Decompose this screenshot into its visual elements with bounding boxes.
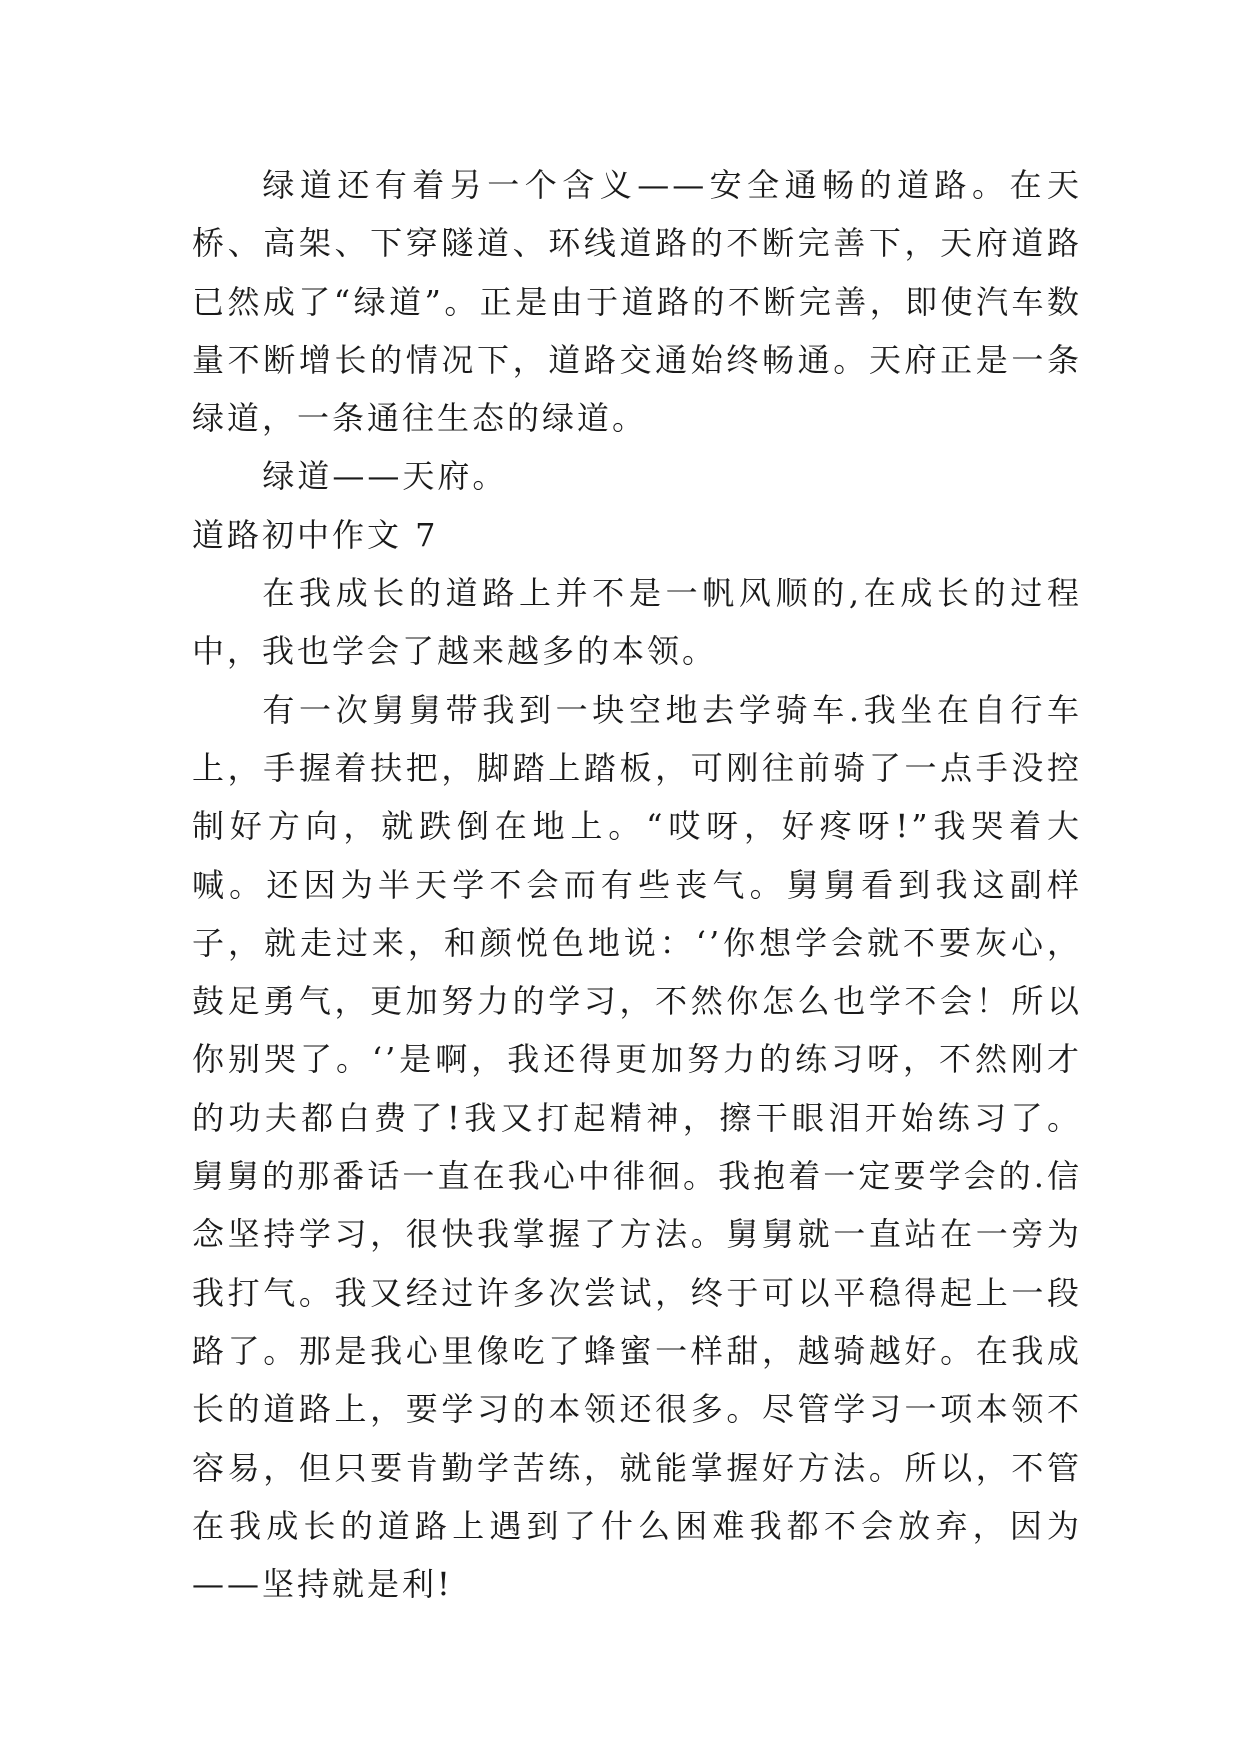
document-body xyxy=(192,156,1082,1613)
paragraph-green-road-meaning: 绿道还有着另一个含义——安全通畅的道路。在天桥、高架、下穿隧道、环线道路的不断完善下，天府道路已然成了“绿道”。正是由于道路的不断完善，即使汽车数量不断增长的情况下，道路交通始终畅通。天府正是一条绿道，一条通往生态的绿道。 xyxy=(192,166,1082,438)
paragraph-growth-intro: 在我成长的道路上并不是一帆风顺的,在成长的过程中，我也学会了越来越多的本领。 xyxy=(192,574,1082,671)
paragraph-bike-story: 有一次舅舅带我到一块空地去学骑车.我坐在自行车上，手握着扶把，脚踏上踏板，可刚往前骑了一点手没控制好方向，就跌倒在地上。“哎呀，好疼呀!”我哭着大喊。还因为半天学不会而有些丧气。舅舅看到我这副样子，就走过来，和颜悦色地说：‘’你想学会就不要灰心，鼓足勇气，更加努力的学习，不然你怎么也学不会！所以你别哭了。‘’是啊，我还得更加努力的练习呀，不然刚才的功夫都白费了!我又打起精神，擦干眼泪开始练习了。舅舅的那番话一直在我心中徘徊。我抱着一定要学会的.信念坚持学习，很快我掌握了方法。舅舅就一直站在一旁为我打气。我又经过许多次尝试，终于可以平稳得起上一段路了。那是我心里像吃了蜂蜜一样甜，越骑越好。在我成长的道路上，要学习的本领还很多。尽管学习一项本领不容易，但只要肯勤学苦练，就能掌握好方法。所以，不管在我成长的道路上遇到了什么困难我都不会放弃，因为——坚持就是利! xyxy=(192,690,1082,1604)
paragraph-green-road-tianfu: 绿道——天府。 xyxy=(262,457,508,496)
essay-heading: 道路初中作文 7 xyxy=(192,515,439,554)
